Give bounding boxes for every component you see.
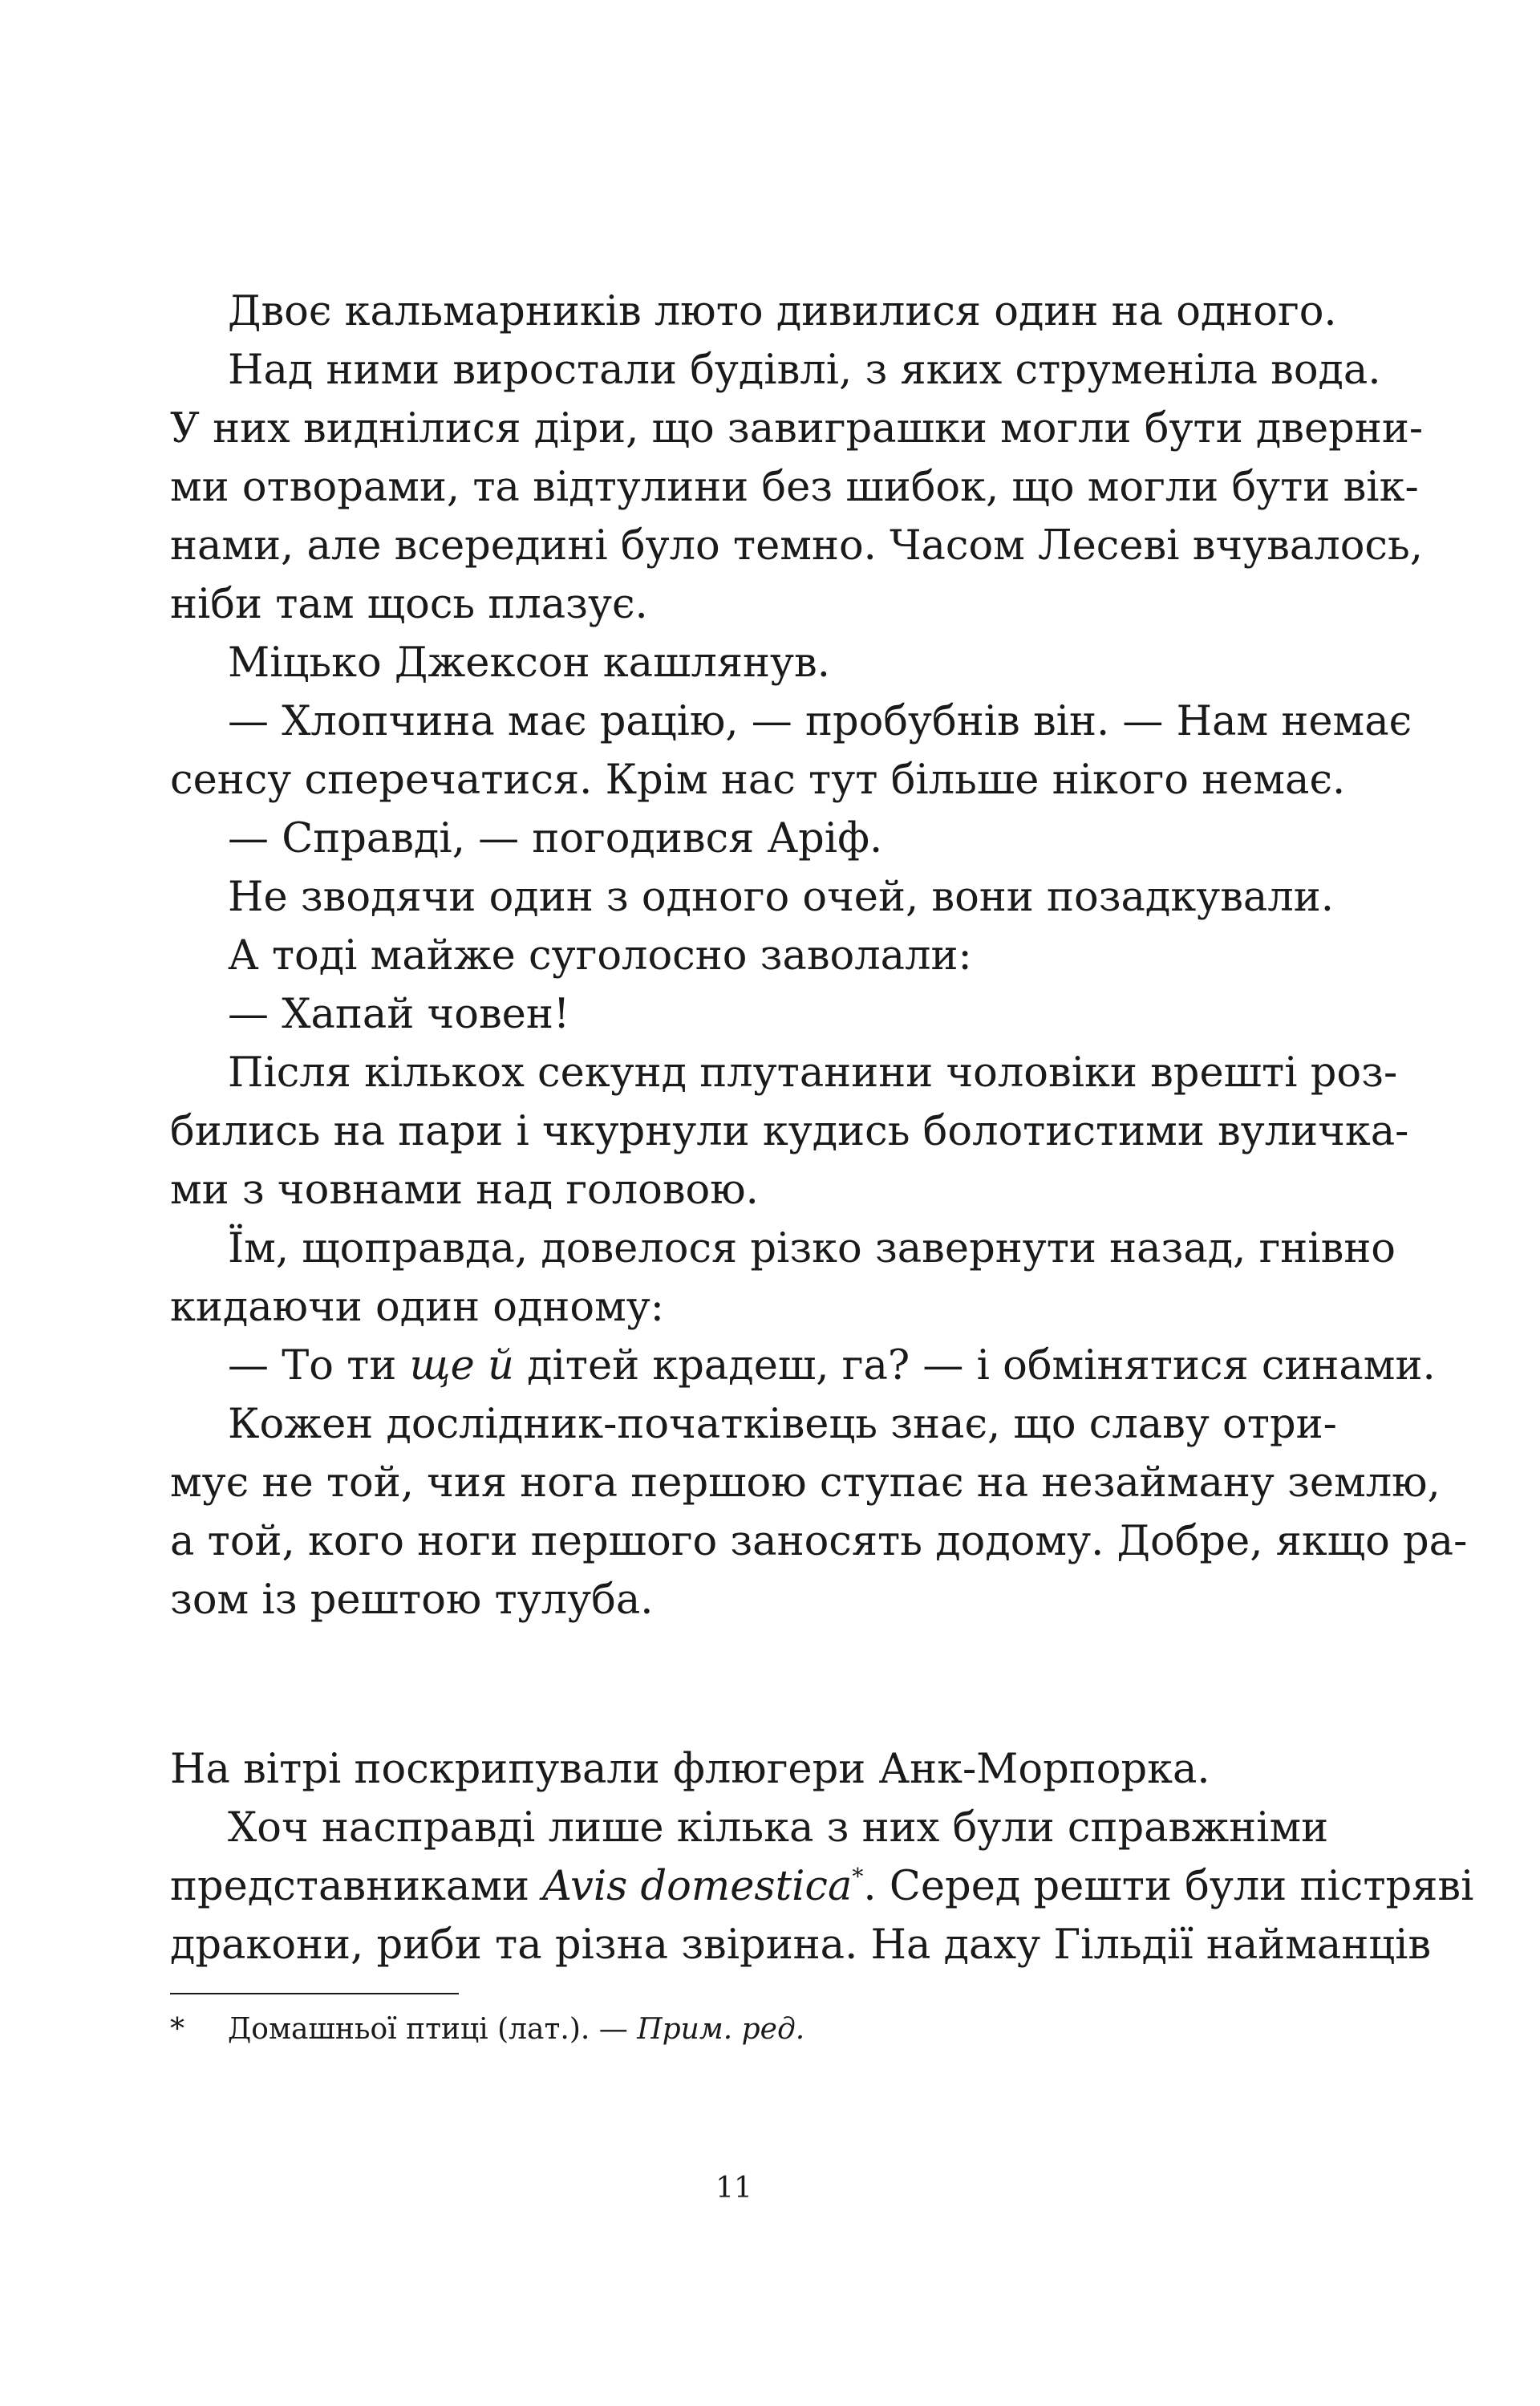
paragraph-line: ми з човнами над головою.: [170, 1166, 759, 1214]
footnote-editor-note: Прим. ред.: [637, 2013, 805, 2046]
paragraph-line: — Хлопчина має рацію, — пробубнів він. — Нам немає: [228, 698, 1412, 745]
footnote-text: Домашньої птиці (лат.). —: [228, 2013, 638, 2046]
footnote-divider: [170, 1993, 459, 1994]
paragraph-line: Хоч насправді лише кілька з них були справжніми: [228, 1804, 1329, 1852]
paragraph-line: Міцько Джексон кашлянув.: [228, 639, 830, 687]
paragraph-line: Кожен дослідник-початківець знає, що славу отри-: [228, 1401, 1337, 1448]
section-2: [170, 1740, 1301, 1799]
paragraph-line: — Справді, — погодився Аріф.: [228, 815, 883, 862]
paragraph-line: — Хапай човен!: [228, 991, 570, 1038]
paragraph-line: ніби там щось плазує.: [170, 581, 648, 628]
paragraph-line: А тоді майже суголосно заволали:: [228, 932, 972, 980]
latin-term: Avis domestica: [542, 1863, 853, 1910]
paragraph-line: Двоє кальмарників люто дивилися один на одного.: [228, 288, 1337, 335]
section-break: [170, 1629, 1301, 1740]
paragraph-line-italic: — То ти ще й дітей крадеш, га? — і обмінятися синами.: [228, 1342, 1436, 1390]
paragraph-line: Після кількох секунд плутанини чоловіки врешті роз-: [228, 1049, 1398, 1097]
page-number: 11: [715, 2172, 752, 2205]
paragraph-line: дракони, риби та різна звірина. На даху Гільдії найманців: [170, 1921, 1432, 1969]
emphasis-text: ще й: [409, 1342, 514, 1390]
footnote-marker: *: [852, 1863, 864, 1890]
paragraph-line: Не зводячи один з одного очей, вони позадкували.: [228, 874, 1334, 921]
paragraph-line: Їм, щоправда, довелося різко завернути назад, гнівно: [228, 1225, 1396, 1272]
footnote-mark: *: [170, 2013, 184, 2046]
paragraph-line: зом із рештою тулуба.: [170, 1576, 654, 1624]
paragraph-line: На вітрі поскрипували флюгери Анк-Морпорка.: [170, 1746, 1210, 1793]
paragraph-line-footnote-ref: представниками Avis domestica*. Серед решти були пістряві: [170, 1863, 1474, 1910]
page-body: [170, 282, 1474, 1974]
paragraph-line: Над ними виростали будівлі, з яких струменіла вода.: [228, 347, 1381, 394]
paragraph-line: сенсу сперечатися. Крім нас тут більше нікого немає.: [170, 757, 1346, 804]
paragraph-line: бились на пари і чкурнули кудись болотистими вуличка-: [170, 1108, 1409, 1155]
paragraph-line: кидаючи один одному:: [170, 1284, 664, 1331]
paragraph-line: нами, але всередині було темно. Часом Лесеві вчувалось,: [170, 522, 1423, 570]
section-1: [170, 282, 1424, 1337]
paragraph-line: а той, кого ноги першого заносять додому. Добре, якщо ра-: [170, 1518, 1468, 1565]
paragraph-line: У них виднілися діри, що завиграшки могли бути дверни-: [170, 405, 1424, 452]
footnote: [170, 2010, 804, 2049]
section-1-end: [170, 1395, 1468, 1629]
paragraph-line: ми отворами, та відтулини без шибок, що могли бути вік-: [170, 464, 1419, 511]
paragraph-line: мує не той, чия нога першою ступає на незайману землю,: [170, 1459, 1441, 1507]
